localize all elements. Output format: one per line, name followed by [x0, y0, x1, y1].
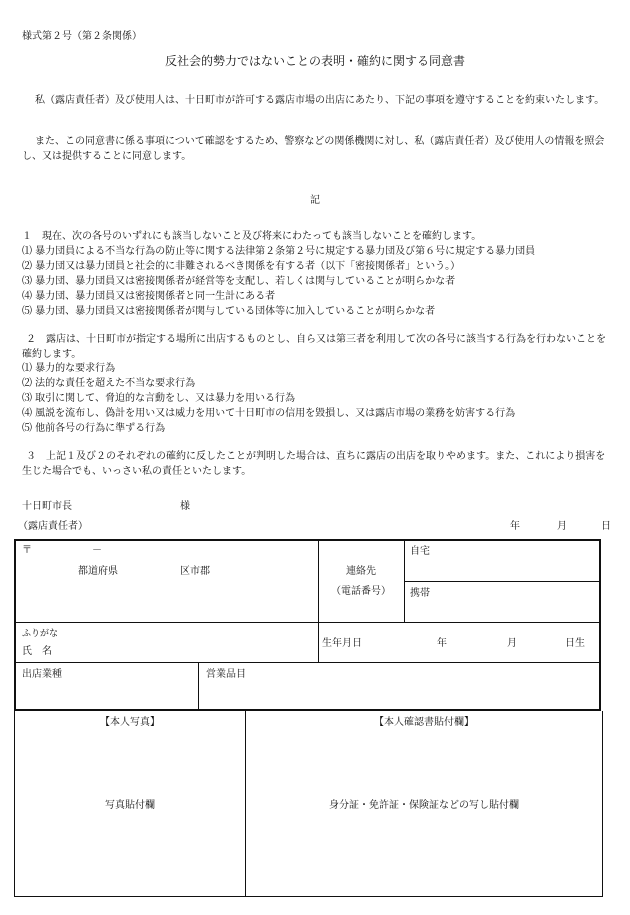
- addressee-label: 十日町市長: [22, 501, 72, 512]
- name-label: 氏 名: [22, 646, 52, 657]
- section1-heading: １ 現在、次の各号のいずれにも該当しないこと及び将来にわたっても該当しないことを確約します。: [22, 231, 482, 242]
- addressee-suffix: 様: [180, 501, 190, 512]
- name-field[interactable]: [16, 623, 318, 662]
- section1-item: ⑴ 暴力団員による不当な行為の防止等に関する法律第２条第２号に規定する暴力団及び第６号に規定する暴力団員: [22, 246, 536, 257]
- date-day: 日: [601, 521, 611, 532]
- home-phone-field[interactable]: [405, 541, 599, 581]
- city-label: 区市郡: [180, 566, 210, 577]
- mobile-phone-label: 携帯: [410, 588, 430, 599]
- birth-day: 日生: [565, 638, 585, 649]
- date-month: 月: [557, 521, 567, 532]
- photo-placeholder: 写真貼付欄: [105, 800, 155, 811]
- section2-item: ⑸ 他前各号の行為に準ずる行為: [22, 423, 166, 434]
- section2-item: ⑷ 風説を流布し、偽計を用い又は威力を用いて十日町市の信用を毀損し、又は露店市場の業務を妨害する行為: [22, 408, 516, 419]
- page-title: 反社会的勢力ではないことの表明・確約に関する同意書: [164, 54, 465, 68]
- section1-item: ⑵ 暴力団又は暴力団員と社会的に非難されるべき関係を有する者（以下「密接関係者」という。）: [22, 261, 461, 272]
- id-document-paste-area[interactable]: [246, 711, 602, 896]
- products-label: 営業品目: [206, 669, 246, 680]
- business-type-label: 出店業種: [22, 669, 62, 680]
- id-document-placeholder: 身分証・免許証・保険証などの写し貼付欄: [329, 800, 519, 811]
- ki-label: 記: [310, 195, 320, 206]
- contact-label: 連絡先: [346, 566, 376, 577]
- intro-paragraph-2: また、この同意書に係る事項について確認をするため、警察などの関係機関に対し、私（露店責任者）及び使用人の情報を照会し、又は提供することに同意します。: [22, 136, 605, 162]
- attachment-table: [14, 711, 603, 897]
- birth-year: 年: [437, 638, 447, 649]
- prefecture-label: 都道府県: [78, 566, 118, 577]
- mobile-phone-field[interactable]: [405, 582, 599, 622]
- photo-header: 【本人写真】: [100, 717, 160, 728]
- home-phone-label: 自宅: [410, 546, 430, 557]
- intro-paragraph-1: 私（露店責任者）及び使用人は、十日町市が許可する露店市場の出店にあたり、下記の事項を遵守することを約束いたします。: [35, 95, 605, 106]
- business-type-field[interactable]: [16, 663, 198, 711]
- contact-sub-label: （電話番号）: [331, 586, 391, 597]
- section2-item: ⑵ 法的な責任を超えた不当な要求行為: [22, 378, 196, 389]
- products-field[interactable]: [199, 663, 599, 711]
- section2-item: ⑶ 取引に関して、脅迫的な言動をし、又は暴力を用いる行為: [22, 393, 295, 404]
- section1-item: ⑶ 暴力団、暴力団員又は密接関係者が経営等を支配し、若しくは関与していることが明らかな者: [22, 276, 456, 287]
- postal-dash: －: [92, 545, 102, 556]
- postal-mark: 〒: [22, 545, 32, 556]
- section3-paragraph: ３ 上記１及び２のそれぞれの確約に反したことが判明した場合は、直ちに露店の出店を取りやめます。また、これにより損害を生じた場合でも、いっさい私の責任といたします。: [22, 451, 606, 477]
- section2-heading: ２ 露店は、十日町市が指定する場所に出店するものとし、自ら又は第三者を利用して次の各号に該当する行為を行わないことを確約します。: [22, 334, 606, 360]
- signer-label: （露店責任者）: [18, 521, 88, 532]
- furigana-label: ふりがな: [22, 629, 59, 639]
- id-document-header: 【本人確認書貼付欄】: [374, 717, 474, 728]
- photo-paste-area[interactable]: [15, 711, 245, 896]
- section2-item: ⑴ 暴力的な要求行為: [22, 363, 116, 374]
- address-field[interactable]: [16, 541, 318, 622]
- section1-item: ⑷ 暴力団、暴力団員又は密接関係者と同一生計にある者: [22, 291, 276, 302]
- birth-month: 月: [507, 638, 517, 649]
- birth-date-label: 生年月日: [322, 638, 362, 649]
- form-number: 様式第２号（第２条関係）: [22, 31, 142, 42]
- birth-date-field[interactable]: [319, 623, 599, 662]
- section1-item: ⑸ 暴力団、暴力団員又は密接関係者が関与している団体等に加入していることが明らかな者: [22, 306, 436, 317]
- applicant-info-table: [14, 539, 601, 711]
- date-year: 年: [510, 521, 520, 532]
